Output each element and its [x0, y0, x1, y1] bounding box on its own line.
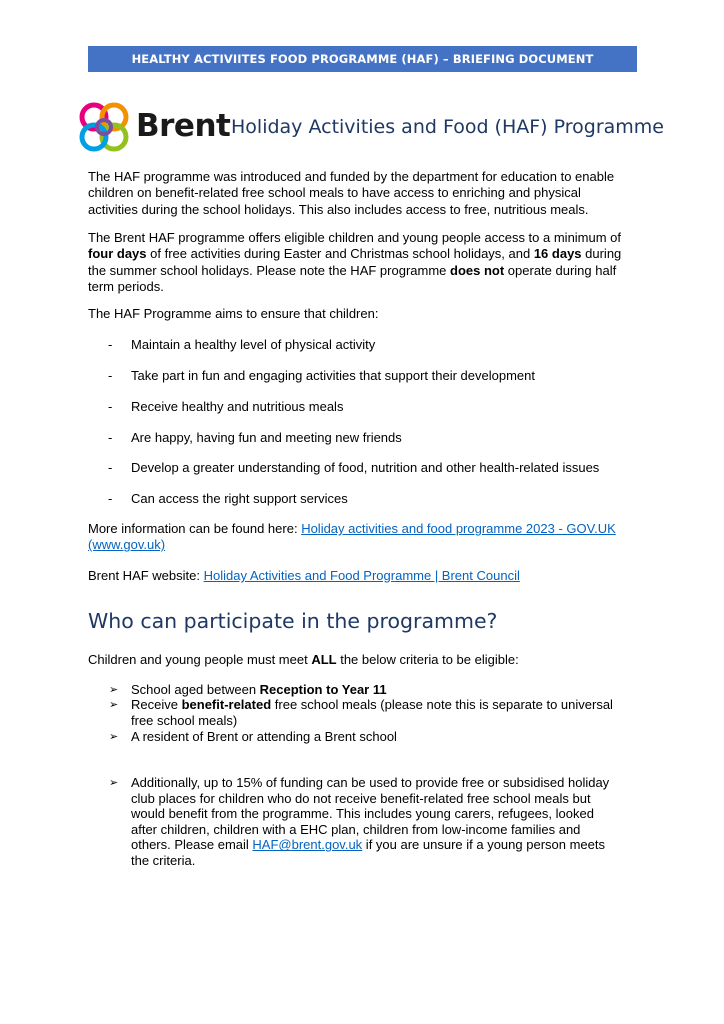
additional-funding-item	[131, 775, 641, 869]
text: Receive	[131, 697, 182, 712]
intro-line: children on benefit-related free school meals to have access to enriching and physical	[88, 185, 581, 201]
bold-text: benefit-related	[181, 697, 272, 712]
arrow-bullet-icon: ➢	[109, 684, 119, 696]
text: during	[581, 246, 622, 262]
offer-line: term periods.	[88, 279, 164, 295]
list-item-line: the criteria.	[131, 852, 196, 868]
more-info-line	[88, 521, 640, 537]
text: the below criteria to be eligible:	[336, 652, 519, 667]
dash-bullet: -	[108, 430, 113, 445]
intro-line: activities during the school holidays. This also includes access to free, nutritious meals.	[88, 201, 589, 217]
intro-line: The HAF programme was introduced and funded by the department for education to enable	[88, 169, 615, 184]
list-item: Can access the right support services	[131, 491, 348, 506]
list-item-line: free school meals)	[131, 713, 238, 728]
text: Children and young people must meet	[88, 652, 312, 667]
more-info-paragraph	[88, 521, 640, 554]
text: free school meals (please note this is separate to universal	[271, 697, 613, 712]
bold-text: 16 days	[533, 246, 582, 262]
list-item: Receive healthy and nutritious meals	[131, 399, 344, 414]
text: if you are unsure if a young person meets	[362, 837, 605, 853]
email-link[interactable]: HAF@brent.gov.uk	[252, 837, 363, 853]
list-item	[131, 682, 641, 698]
bold-text: does not	[450, 262, 505, 278]
dash-bullet: -	[108, 337, 113, 352]
list-item	[131, 697, 641, 729]
offer-line	[88, 246, 640, 262]
list-item-line: Additionally, up to 15% of funding can be used to provide free or subsidised holiday	[131, 775, 610, 790]
dash-bullet: -	[108, 491, 113, 506]
page-title: Holiday Activities and Food (HAF) Programme	[231, 116, 665, 138]
text: School aged between	[131, 682, 260, 697]
gov-uk-link[interactable]: Holiday activities and food programme 2023 - GOV.UK	[301, 521, 616, 536]
arrow-bullet-icon: ➢	[109, 699, 119, 711]
website-paragraph	[88, 568, 640, 584]
list-item: A resident of Brent or attending a Brent school	[131, 729, 397, 744]
bold-text: ALL	[311, 652, 337, 667]
brand-name: Brent	[136, 108, 231, 144]
list-item-line: club places for children who do not receive benefit-related free school meals but	[131, 790, 591, 806]
text: the summer school holidays. Please note the HAF programme	[88, 262, 451, 278]
text: Brent HAF website:	[88, 568, 204, 583]
list-item: Maintain a healthy level of physical activity	[131, 337, 376, 352]
offer-line: The Brent HAF programme offers eligible children and young people access to a minimum of	[88, 230, 622, 245]
list-item: Develop a greater understanding of food, nutrition and other health-related issues	[131, 460, 600, 475]
more-info-line	[88, 537, 640, 553]
arrow-bullet-icon: ➢	[109, 731, 119, 743]
text: of free activities during Easter and Christmas school holidays, and	[146, 246, 534, 262]
brent-council-link[interactable]: Holiday Activities and Food Programme | Brent Council	[203, 568, 520, 583]
list-item-line: after children, children with a EHC plan, children from low-income families and	[131, 821, 581, 837]
text: operate during half	[504, 262, 617, 278]
dash-bullet: -	[108, 460, 113, 475]
aims-intro: The HAF Programme aims to ensure that children:	[88, 306, 379, 321]
criteria-intro	[88, 652, 640, 668]
offer-line	[88, 263, 640, 279]
text: others. Please email	[131, 837, 253, 853]
list-item-line: would benefit from the programme. This includes young carers, refugees, looked	[131, 806, 594, 822]
text: More information can be found here:	[88, 521, 302, 536]
dash-bullet: -	[108, 399, 113, 414]
dash-bullet: -	[108, 368, 113, 383]
offer-paragraph	[88, 230, 640, 296]
brent-logo-icon	[77, 100, 131, 154]
gov-uk-link-continued[interactable]: (www.gov.uk)	[88, 537, 166, 553]
bold-text: four days	[88, 246, 147, 262]
list-item-line	[131, 837, 641, 853]
arrow-bullet-icon: ➢	[109, 777, 119, 789]
header-banner: HEALTHY ACTIVIITES FOOD PROGRAMME (HAF) – BRIEFING DOCUMENT	[88, 46, 637, 72]
list-item-line	[131, 697, 641, 713]
bold-text: Reception to Year 11	[259, 682, 387, 697]
intro-paragraph	[88, 169, 640, 218]
section-heading: Who can participate in the programme?	[88, 609, 498, 633]
list-item: Take part in fun and engaging activities that support their development	[131, 368, 535, 383]
list-item: Are happy, having fun and meeting new friends	[131, 430, 402, 445]
